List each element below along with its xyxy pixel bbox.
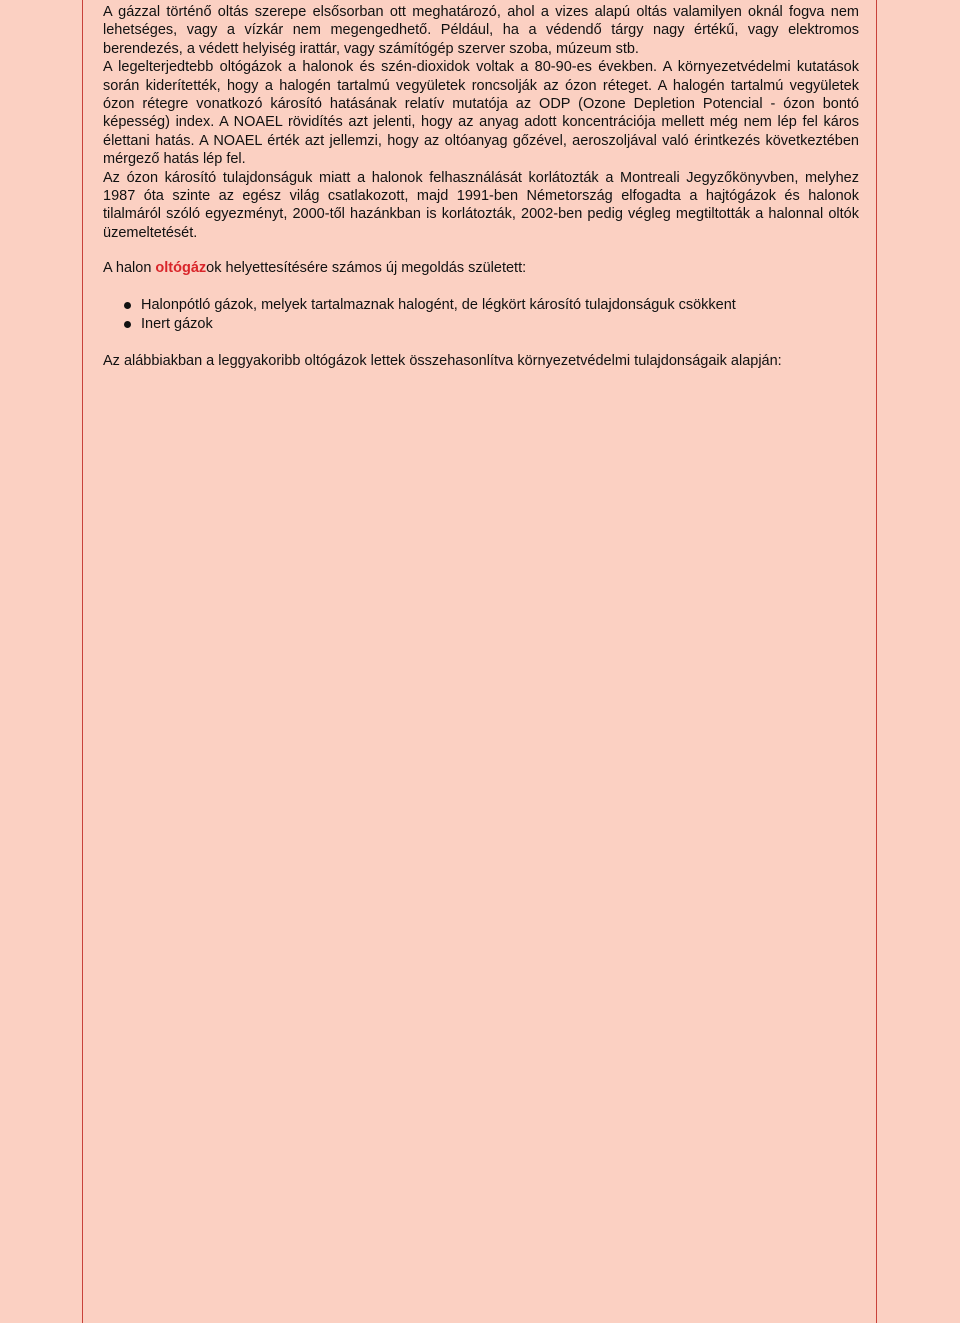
intro-text-before: A halon	[103, 260, 156, 277]
paragraph-halons-environment: A legelterjedtebb oltógázok a halonok és szén-dioxidok voltak a 80-90-es években. A környezetvédelmi kutatások során kiderítették, hogy a halogén tartalmú vegyületek roncsolják az ózon réteget. A halogén tartalmú vegyületek ózon rétegre vonatkozó károsító hatásának relatív mutatója az ODP (Ozone Depletion Potencial - ózon bontó képesség) index. A NOAEL rövidítés azt jelenti, hogy az anyag adott koncentrációja mellett még nem lép fel káros élettani hatás. A NOAEL érték azt jellemzi, hogy az oltóanyag gőzével, aeroszoljával való érintkezés következtében mérgező hatás lép fel.	[103, 59, 859, 168]
list-item	[103, 315, 859, 334]
halon-replacement-intro	[103, 259, 859, 277]
paragraph-gas-extinguishing-role: A gázzal történő oltás szerepe elsősorban ott meghatározó, ahol a vizes alapú oltás valamilyen oknál fogva nem lehetséges, vagy a vízkár nem megengedhető. Például, ha a védendő tárgy nagy értékű, vagy elektromos berendezés, a védett helyiség irattár, vagy számítógép szerver szoba, múzeum stb.	[103, 4, 859, 57]
right-margin-line	[876, 0, 877, 1323]
left-margin-line	[82, 0, 83, 1323]
list-item	[103, 296, 859, 315]
bullet-icon	[124, 302, 131, 309]
intro-text-after: ok helyettesítésére számos új megoldás született:	[206, 260, 527, 277]
list-item-text: Halonpótló gázok, melyek tartalmaznak halogént, de légkört károsító tulajdonságuk csökkent	[141, 296, 736, 313]
replacement-solutions-list	[103, 296, 859, 334]
bullet-icon	[124, 321, 131, 328]
comparison-intro: Az alábbiakban a leggyakoribb oltógázok lettek összehasonlítva környezetvédelmi tulajdonságaik alapján:	[103, 352, 782, 369]
highlighted-term: oltógáz	[155, 260, 207, 277]
document-body	[103, 3, 859, 370]
list-item-text: Inert gázok	[141, 315, 213, 332]
paragraph-halon-restrictions: Az ózon károsító tulajdonságuk miatt a halonok felhasználását korlátozták a Montreali Jegyzőkönyvben, melyhez 1987 óta szinte az egész világ csatlakozott, majd 1991-ben Németország elfogadta a hajtógázok és halonok tilalmáról szóló egyezményt, 2000-től hazánkban is korlátozták, 2002-ben pedig végleg megtiltották a halonnal oltók üzemeltetését.	[103, 169, 859, 241]
